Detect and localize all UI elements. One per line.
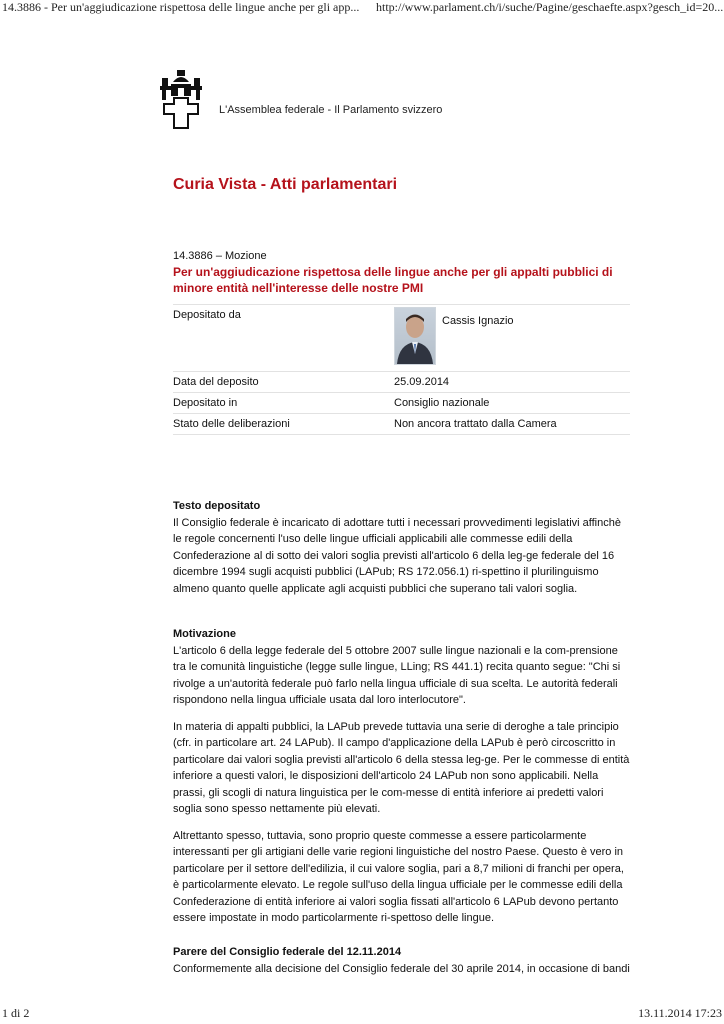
object-number: 14.3886 – Mozione <box>173 250 267 262</box>
section-heading: Motivazione <box>173 628 236 640</box>
object-details <box>173 248 630 435</box>
paragraph: Altrettanto spesso, tuttavia, sono proprio queste commesse a essere particolarmente interessanti per gli artigiani delle varie regioni linguistiche del nostro Paese. Questo è vero in particolare per il settore dell'edilizia, il cui valore soglia, pari a 8,7 milioni di franchi per opera, è particolarmente elevato. Le regole sull'uso della lingua ufficiale per le commesse edili della Confederazione di entità inferiore ai valori soglia fissati all'articolo 6 LAPub devono pertanto essere impostate in modo particolarmente ri-spettoso delle lingue. <box>173 829 624 924</box>
row-value: Consiglio nazionale <box>394 393 630 414</box>
section-heading: Parere del Consiglio federale del 12.11.2014 <box>173 946 402 958</box>
section-motivazione <box>173 626 630 927</box>
table-row <box>173 372 630 393</box>
row-label: Stato delle deliberazioni <box>173 414 394 435</box>
paragraph: In materia di appalti pubblici, la LAPub prevede tuttavia una serie di deroghe a tale principio (cfr. in particolare art. 24 LAPub). Il campo d'applicazione della LAPub è però circoscritto in particolare dai valori soglia previsti all'articolo 6 della stessa leg-ge. Per le commesse di entità inferiore a questi valori, le disposizioni dell'articolo 24 LAPub non sono applicabili. Nella prassi, gli scogli di natura linguistica per le com-messe di entità inferiore ai predetti valori soglia sono spesso nettamente più elevati. <box>173 720 630 815</box>
row-value: Non ancora trattato dalla Camera <box>394 414 630 435</box>
table-row <box>173 305 630 372</box>
section-testo-depositato <box>173 498 630 597</box>
print-header <box>0 0 724 16</box>
section-parere <box>173 944 630 977</box>
row-label: Data del deposito <box>173 372 394 393</box>
author-cell <box>394 305 630 372</box>
page-title: Curia Vista - Atti parlamentari <box>173 176 398 193</box>
author-photo <box>394 307 436 365</box>
person-icon <box>395 308 435 364</box>
assembly-name: L'Assemblea federale - Il Parlamento svizzero <box>219 104 443 116</box>
print-timestamp: 13.11.2014 17:23 <box>638 1006 722 1020</box>
print-header-url: http://www.parlament.ch/i/suche/Pagine/geschaefte.aspx?gesch_id=20... <box>376 0 724 14</box>
row-value: 25.09.2014 <box>394 372 630 393</box>
table-row <box>173 414 630 435</box>
author-name[interactable]: Cassis Ignazio <box>442 315 514 327</box>
paragraph: Conformemente alla decisione del Consiglio federale del 30 aprile 2014, in occasione di bandi <box>173 962 630 975</box>
section-heading: Testo depositato <box>173 500 261 512</box>
row-label: Depositato in <box>173 393 394 414</box>
print-header-title: 14.3886 - Per un'aggiudicazione rispettosa delle lingue anche per gli app... <box>2 0 360 14</box>
parliament-cross-logo-icon <box>158 68 204 130</box>
table-row <box>173 393 630 414</box>
deposited-by-label: Depositato da <box>173 305 394 372</box>
paragraph: L'articolo 6 della legge federale del 5 ottobre 2007 sulle lingue nazionali e la com-prensione tra le comunità linguistiche (legge sulle lingue, LLing; RS 441.1) recita quanto segue: "Chi si rivolge a un'autorità federale può farlo nella lingua ufficiale di sua scelta. Le autorità federali rispondono nella lingua ufficiale usata dal loro interlocutore". <box>173 644 621 706</box>
object-title: Per un'aggiudicazione rispettosa delle lingue anche per gli appalti pubblici di minore entità nell'interesse delle nostre PMI <box>173 265 613 295</box>
metadata-table <box>173 304 630 435</box>
page-counter: 1 di 2 <box>2 1006 30 1020</box>
paragraph: Il Consiglio federale è incaricato di adottare tutti i necessari provvedimenti legislativi affinchè le regole concernenti l'uso delle lingue ufficiali applicabili alle commesse edili della Confederazione al di sotto dei valori soglia previsti all'articolo 6 della leg-ge federale del 16 dicembre 1994 sugli acquisti pubblici (LAPub; RS 172.056.1) ri-spettino il plurilinguismo almeno quanto quelle applicate agli acquisti pubblici che superano tali valori soglia. <box>173 516 621 595</box>
